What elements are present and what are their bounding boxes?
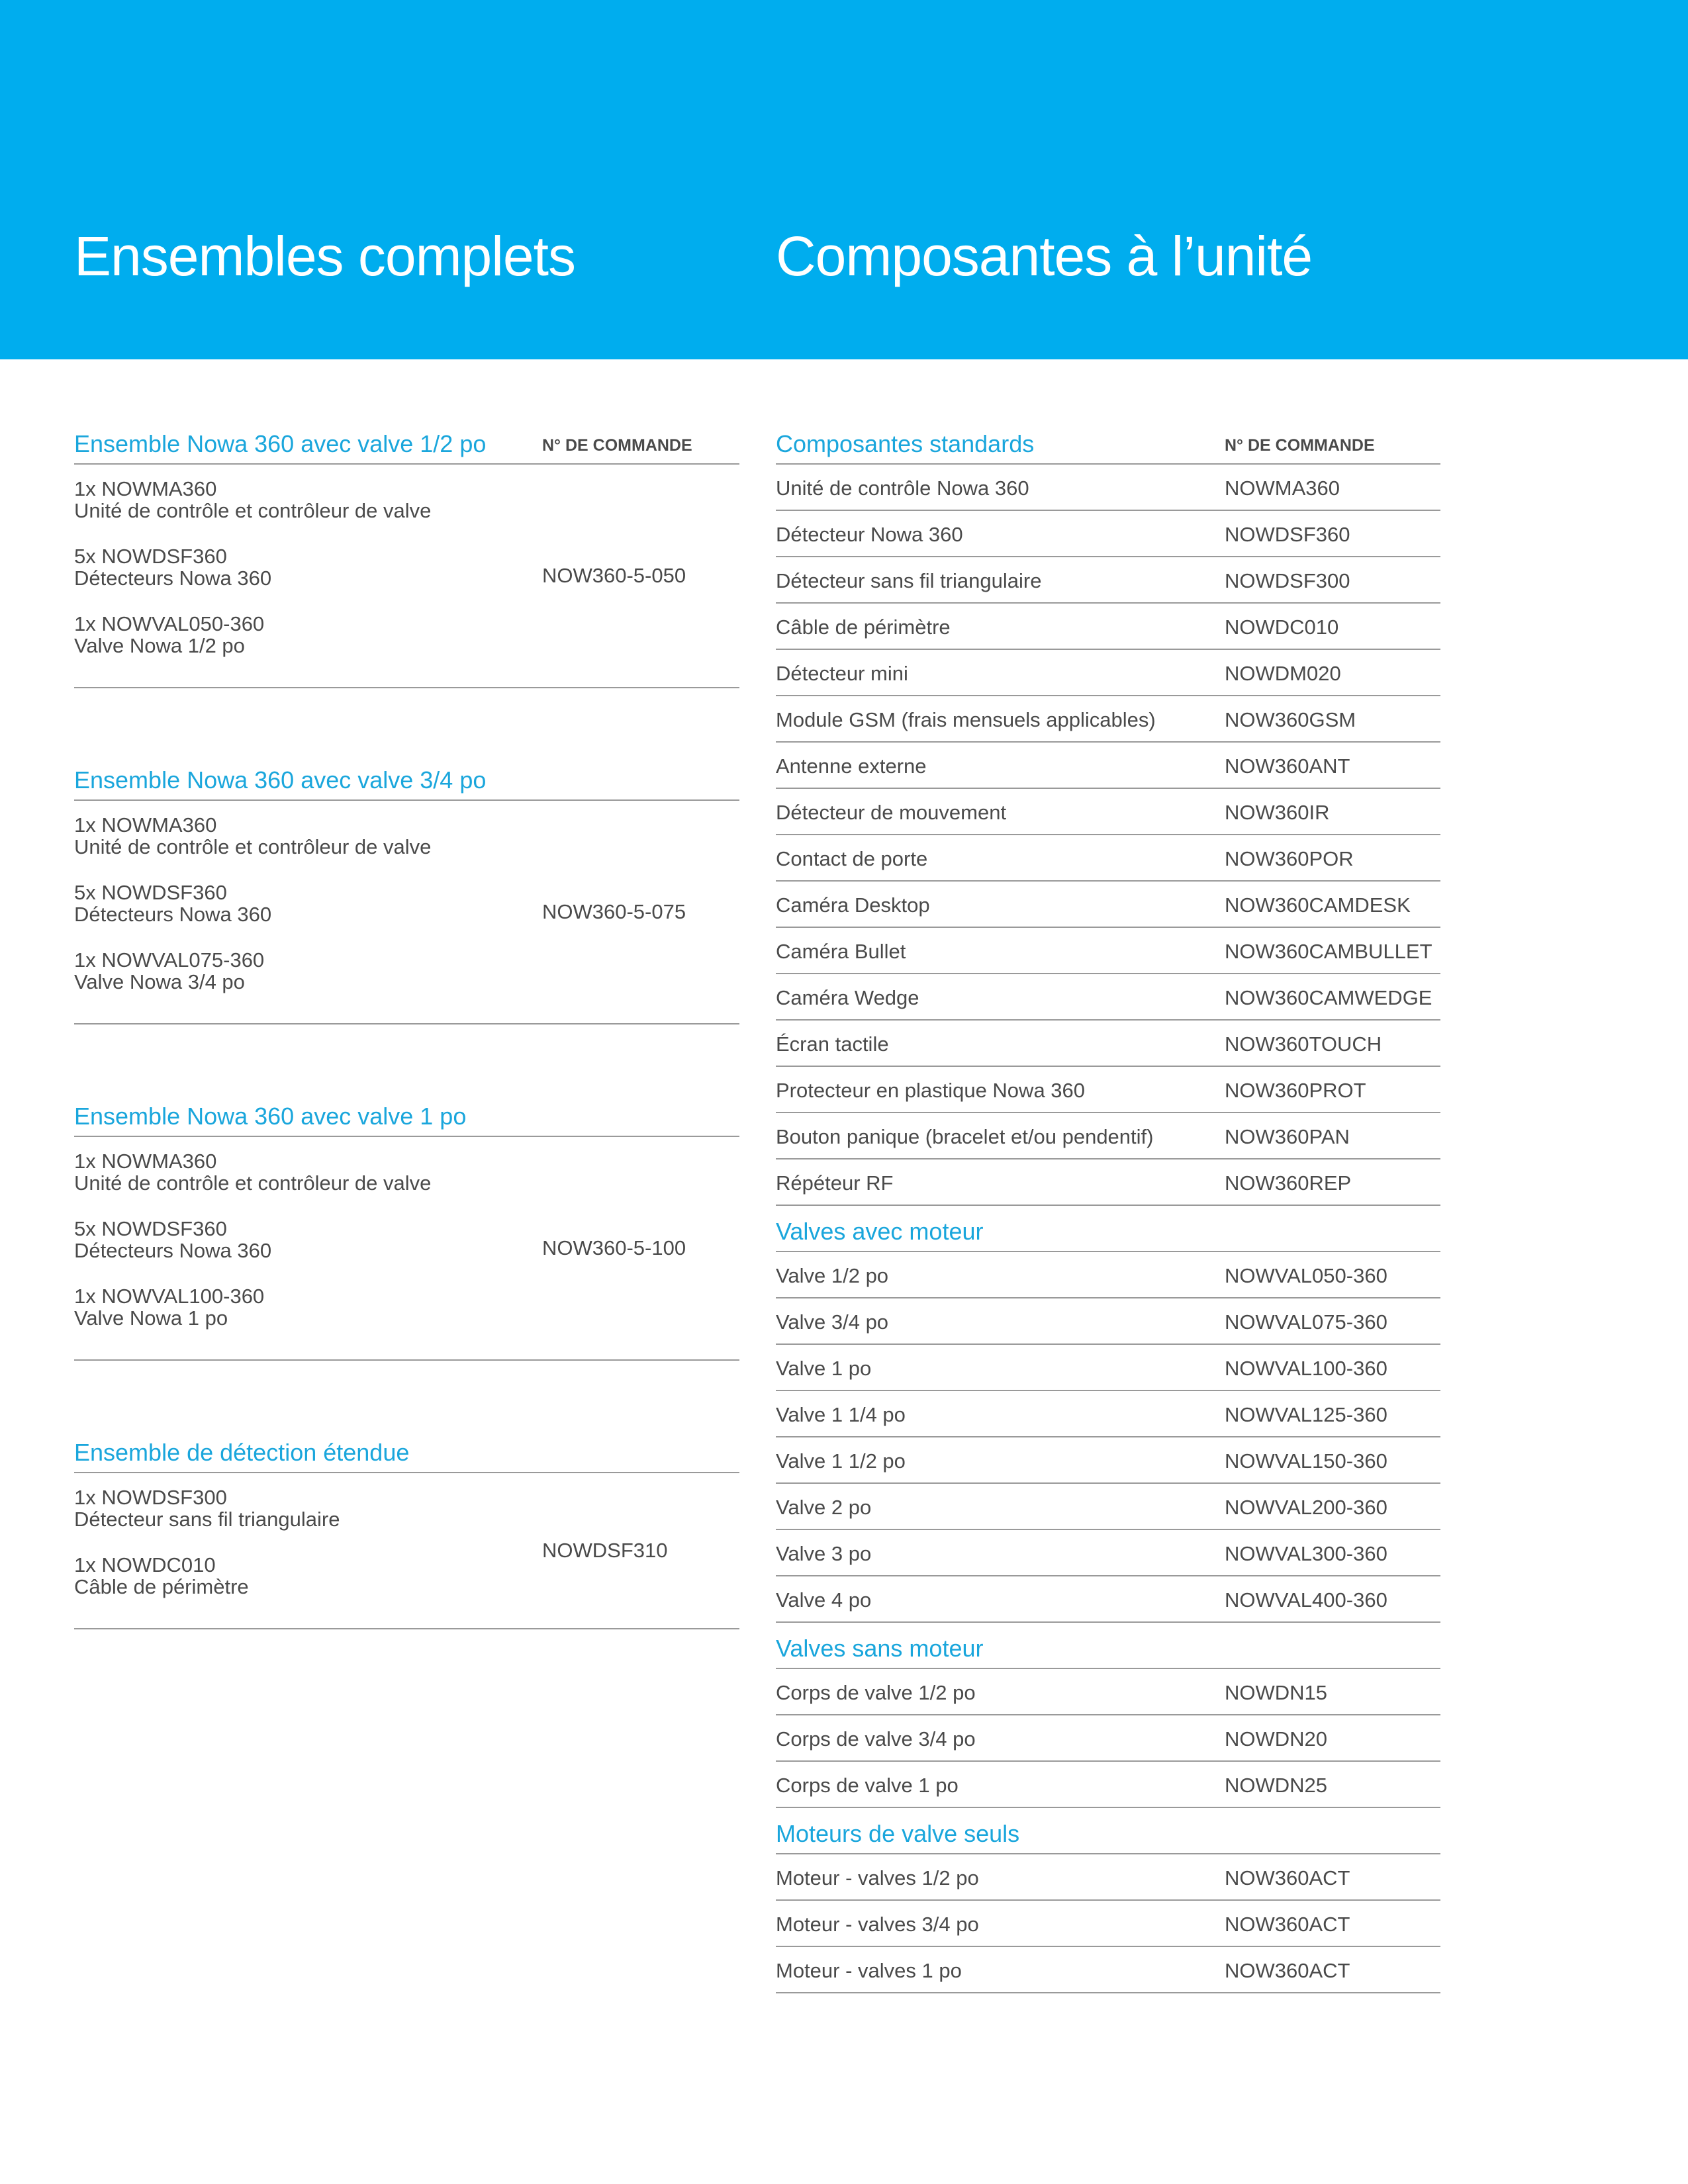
header-banner bbox=[0, 0, 1688, 359]
component-name: Valve 1 po bbox=[776, 1357, 872, 1380]
component-section bbox=[776, 424, 1440, 1206]
table-row bbox=[776, 1252, 1440, 1298]
component-name: Antenne externe bbox=[776, 754, 927, 778]
kit-header bbox=[74, 424, 739, 465]
table-row bbox=[776, 1113, 1440, 1160]
component-name: Valve 2 po bbox=[776, 1496, 872, 1519]
kit-contents bbox=[74, 801, 739, 1024]
kit-item-desc: Valve Nowa 1 po bbox=[74, 1306, 228, 1330]
table-row bbox=[776, 465, 1440, 511]
component-order-number: NOWDN25 bbox=[1225, 1774, 1328, 1797]
section-title: Valves sans moteur bbox=[776, 1635, 984, 1662]
kit-item bbox=[74, 814, 739, 858]
component-order-number: NOWVAL125-360 bbox=[1225, 1403, 1387, 1426]
table-row bbox=[776, 974, 1440, 1021]
component-name: Valve 3 po bbox=[776, 1542, 872, 1565]
kit-header bbox=[74, 1432, 739, 1473]
table-row bbox=[776, 1067, 1440, 1113]
table-row bbox=[776, 928, 1440, 974]
kit-header bbox=[74, 1096, 739, 1137]
kit-title: Ensemble Nowa 360 avec valve 1 po bbox=[74, 1103, 467, 1130]
table-row bbox=[776, 1484, 1440, 1530]
component-section bbox=[776, 1808, 1440, 1993]
table-row bbox=[776, 650, 1440, 696]
table-row bbox=[776, 789, 1440, 835]
kit-item-ref: 1x NOWDC010 bbox=[74, 1553, 216, 1576]
table-row bbox=[776, 557, 1440, 604]
kit-item-ref: 1x NOWVAL100-360 bbox=[74, 1285, 265, 1308]
kit-order-number: NOWDSF310 bbox=[542, 1539, 668, 1562]
component-name: Unité de contrôle Nowa 360 bbox=[776, 477, 1029, 500]
table-row bbox=[776, 1947, 1440, 1993]
table-row bbox=[776, 1762, 1440, 1808]
component-order-number: NOWMA360 bbox=[1225, 477, 1340, 500]
kits-column bbox=[74, 424, 739, 1629]
component-order-number: NOWVAL050-360 bbox=[1225, 1264, 1387, 1287]
component-order-number: NOWVAL100-360 bbox=[1225, 1357, 1387, 1380]
table-row bbox=[776, 1576, 1440, 1623]
table-row bbox=[776, 1021, 1440, 1067]
kit-item-desc: Unité de contrôle et contrôleur de valve bbox=[74, 1171, 432, 1195]
kit-block bbox=[74, 1096, 739, 1361]
component-order-number: NOW360ACT bbox=[1225, 1959, 1350, 1982]
component-section bbox=[776, 1206, 1440, 1623]
kit-contents bbox=[74, 465, 739, 688]
table-row bbox=[776, 743, 1440, 789]
table-row bbox=[776, 696, 1440, 743]
component-name: Moteur - valves 1 po bbox=[776, 1959, 962, 1982]
kit-item-ref: 5x NOWDSF360 bbox=[74, 545, 227, 568]
kit-header bbox=[74, 760, 739, 801]
kit-item-desc: Détecteurs Nowa 360 bbox=[74, 903, 272, 926]
component-order-number: NOWDN20 bbox=[1225, 1727, 1328, 1751]
component-order-number: NOWVAL200-360 bbox=[1225, 1496, 1387, 1519]
component-order-number: NOW360GSM bbox=[1225, 708, 1356, 731]
component-order-number: NOW360REP bbox=[1225, 1171, 1352, 1195]
component-name: Écran tactile bbox=[776, 1032, 889, 1056]
component-name: Valve 3/4 po bbox=[776, 1310, 889, 1334]
component-name: Câble de périmètre bbox=[776, 615, 951, 639]
component-name: Moteur - valves 3/4 po bbox=[776, 1913, 979, 1936]
kit-item-desc: Câble de périmètre bbox=[74, 1575, 249, 1598]
component-order-number: NOW360CAMDESK bbox=[1225, 893, 1411, 917]
kit-item-desc: Valve Nowa 1/2 po bbox=[74, 634, 245, 657]
kit-item-desc: Détecteurs Nowa 360 bbox=[74, 567, 272, 590]
component-name: Valve 4 po bbox=[776, 1588, 872, 1612]
kit-order-number: NOW360-5-075 bbox=[542, 900, 686, 923]
kit-item-desc: Valve Nowa 3/4 po bbox=[74, 970, 245, 993]
component-name: Corps de valve 1/2 po bbox=[776, 1681, 976, 1704]
kit-contents bbox=[74, 1137, 739, 1361]
kit-order-number: NOW360-5-100 bbox=[542, 1236, 686, 1259]
table-row bbox=[776, 1715, 1440, 1762]
table-row bbox=[776, 1437, 1440, 1484]
component-order-number: NOW360TOUCH bbox=[1225, 1032, 1382, 1056]
kit-item-ref: 1x NOWDSF300 bbox=[74, 1486, 227, 1509]
table-row bbox=[776, 511, 1440, 557]
component-order-number: NOW360IR bbox=[1225, 801, 1330, 824]
table-row bbox=[776, 1298, 1440, 1345]
component-order-number: NOWDM020 bbox=[1225, 662, 1341, 685]
table-row bbox=[776, 1669, 1440, 1715]
component-order-number: NOWVAL150-360 bbox=[1225, 1449, 1387, 1473]
table-row bbox=[776, 1391, 1440, 1437]
component-order-number: NOWVAL075-360 bbox=[1225, 1310, 1387, 1334]
table-row bbox=[776, 882, 1440, 928]
component-order-number: NOW360PROT bbox=[1225, 1079, 1366, 1102]
kits-heading: Ensembles complets bbox=[74, 225, 575, 287]
kit-block bbox=[74, 424, 739, 688]
component-order-number: NOWDC010 bbox=[1225, 615, 1339, 639]
component-name: Valve 1/2 po bbox=[776, 1264, 889, 1287]
component-order-number: NOWDSF300 bbox=[1225, 569, 1350, 592]
kit-item-desc: Détecteurs Nowa 360 bbox=[74, 1239, 272, 1262]
kit-block bbox=[74, 760, 739, 1024]
component-name: Caméra Desktop bbox=[776, 893, 930, 917]
order-number-label: N° DE COMMANDE bbox=[542, 436, 692, 455]
section-header bbox=[776, 1206, 1440, 1252]
kit-item bbox=[74, 1150, 739, 1194]
component-order-number: NOWVAL300-360 bbox=[1225, 1542, 1387, 1565]
component-name: Moteur - valves 1/2 po bbox=[776, 1866, 979, 1889]
component-order-number: NOW360PAN bbox=[1225, 1125, 1350, 1148]
kit-item-ref: 1x NOWMA360 bbox=[74, 1150, 217, 1173]
component-name: Valve 1 1/4 po bbox=[776, 1403, 906, 1426]
table-row bbox=[776, 835, 1440, 882]
components-heading: Composantes à l’unité bbox=[776, 225, 1313, 287]
component-section bbox=[776, 1623, 1440, 1808]
component-name: Détecteur sans fil triangulaire bbox=[776, 569, 1042, 592]
kit-item bbox=[74, 1285, 739, 1329]
section-header bbox=[776, 1623, 1440, 1669]
kit-item-ref: 5x NOWDSF360 bbox=[74, 881, 227, 904]
component-order-number: NOW360CAMWEDGE bbox=[1225, 986, 1432, 1009]
component-name: Détecteur Nowa 360 bbox=[776, 523, 963, 546]
kit-item bbox=[74, 1486, 739, 1530]
table-row bbox=[776, 1530, 1440, 1576]
kit-title: Ensemble de détection étendue bbox=[74, 1439, 410, 1466]
kit-item-desc: Détecteur sans fil triangulaire bbox=[74, 1508, 340, 1531]
component-order-number: NOW360ACT bbox=[1225, 1866, 1350, 1889]
kit-item-ref: 1x NOWVAL075-360 bbox=[74, 948, 265, 972]
component-order-number: NOW360CAMBULLET bbox=[1225, 940, 1432, 963]
component-name: Module GSM (frais mensuels applicables) bbox=[776, 708, 1156, 731]
kit-title: Ensemble Nowa 360 avec valve 3/4 po bbox=[74, 766, 487, 794]
table-row bbox=[776, 604, 1440, 650]
component-name: Corps de valve 1 po bbox=[776, 1774, 959, 1797]
component-name: Corps de valve 3/4 po bbox=[776, 1727, 976, 1751]
kit-item bbox=[74, 478, 739, 522]
section-header bbox=[776, 424, 1440, 465]
component-order-number: NOW360ANT bbox=[1225, 754, 1350, 778]
component-name: Détecteur mini bbox=[776, 662, 908, 685]
component-order-number: NOW360POR bbox=[1225, 847, 1354, 870]
order-number-label: N° DE COMMANDE bbox=[1225, 436, 1375, 455]
kit-item-desc: Unité de contrôle et contrôleur de valve bbox=[74, 499, 432, 522]
component-order-number: NOWDSF360 bbox=[1225, 523, 1350, 546]
table-row bbox=[776, 1901, 1440, 1947]
section-header bbox=[776, 1808, 1440, 1854]
component-order-number: NOWVAL400-360 bbox=[1225, 1588, 1387, 1612]
component-name: Caméra Bullet bbox=[776, 940, 906, 963]
component-name: Protecteur en plastique Nowa 360 bbox=[776, 1079, 1086, 1102]
kit-item-ref: 5x NOWDSF360 bbox=[74, 1217, 227, 1240]
component-name: Valve 1 1/2 po bbox=[776, 1449, 906, 1473]
kit-item-ref: 1x NOWMA360 bbox=[74, 813, 217, 837]
section-title: Composantes standards bbox=[776, 430, 1035, 457]
kit-item-desc: Unité de contrôle et contrôleur de valve bbox=[74, 835, 432, 858]
component-name: Répéteur RF bbox=[776, 1171, 894, 1195]
kit-item-ref: 1x NOWMA360 bbox=[74, 477, 217, 500]
kit-item bbox=[74, 613, 739, 657]
kit-order-number: NOW360-5-050 bbox=[542, 564, 686, 587]
section-title: Valves avec moteur bbox=[776, 1218, 984, 1245]
table-row bbox=[776, 1854, 1440, 1901]
section-title: Moteurs de valve seuls bbox=[776, 1820, 1020, 1847]
component-name: Caméra Wedge bbox=[776, 986, 919, 1009]
table-row bbox=[776, 1345, 1440, 1391]
kit-contents bbox=[74, 1473, 739, 1629]
kit-item-ref: 1x NOWVAL050-360 bbox=[74, 612, 265, 635]
component-order-number: NOW360ACT bbox=[1225, 1913, 1350, 1936]
components-column bbox=[776, 424, 1440, 1993]
kit-item bbox=[74, 949, 739, 993]
kit-block bbox=[74, 1432, 739, 1629]
table-row bbox=[776, 1160, 1440, 1206]
component-name: Contact de porte bbox=[776, 847, 928, 870]
component-name: Bouton panique (bracelet et/ou pendentif) bbox=[776, 1125, 1154, 1148]
component-order-number: NOWDN15 bbox=[1225, 1681, 1328, 1704]
kit-title: Ensemble Nowa 360 avec valve 1/2 po bbox=[74, 430, 487, 457]
component-name: Détecteur de mouvement bbox=[776, 801, 1007, 824]
